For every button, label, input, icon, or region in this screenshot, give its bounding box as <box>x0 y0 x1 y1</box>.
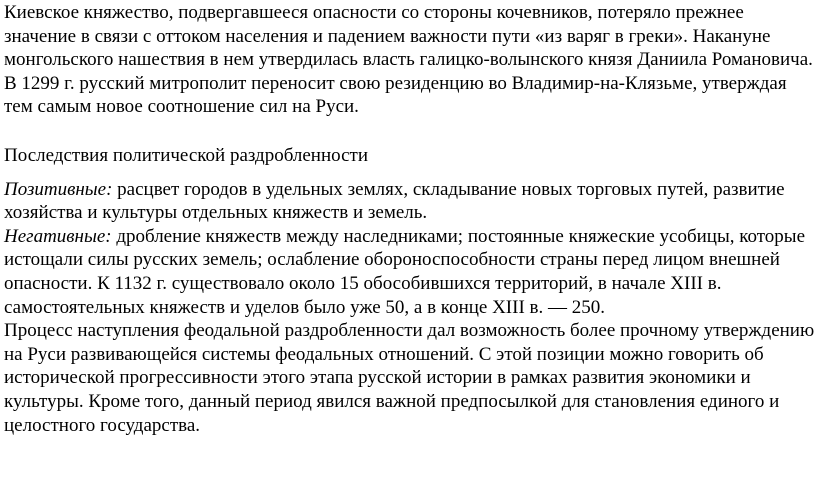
negative-label: Негативные: <box>4 225 112 247</box>
paragraph-negative <box>4 225 816 319</box>
positive-text: расцвет городов в удельных землях, складывание новых торговых путей, развитие хозяйства и культуры отдельных княжеств и земель. <box>4 178 785 224</box>
paragraph-positive <box>4 178 816 225</box>
negative-text: дробление княжеств между наследниками; постоянные княжеские усобицы, которые истощали силы русских земель; ослабление обороноспособности страны перед лицом внешней опасности. К 1132 г. существовало около 15 обособившихся территорий, в начале XIII в. самостоятельных княжеств и уделов было уже 50, а в конце XIII в. — 250. <box>4 225 806 318</box>
paragraph-kiev-principality: Киевское княжество, подвергавшееся опасности со стороны кочевников, потеряло прежнее значение в связи с оттоком населения и падением важности пути «из варяг в греки». Накануне монгольского нашествия в нем утвердилась власть галицко-волынского князя Даниила Романовича. В 1299 г. русский митрополит переносит свою резиденцию во Владимир-на-Клязьме, утверждая тем самым новое соотношение сил на Руси. <box>4 2 813 118</box>
positive-label: Позитивные: <box>4 178 113 200</box>
paragraph-conclusion: Процесс наступления феодальной раздробленности дал возможность более прочному утверждению на Руси развивающейся системы феодальных отношений. С этой позиции можно говорить об исторической прогрессивности этого этапа русской истории в рамках развития экономики и культуры. Кроме того, данный период явился важной предпосылкой для становления единого и целостного государства. <box>4 320 815 436</box>
section-heading: Последствия политической раздробленности <box>4 144 369 166</box>
